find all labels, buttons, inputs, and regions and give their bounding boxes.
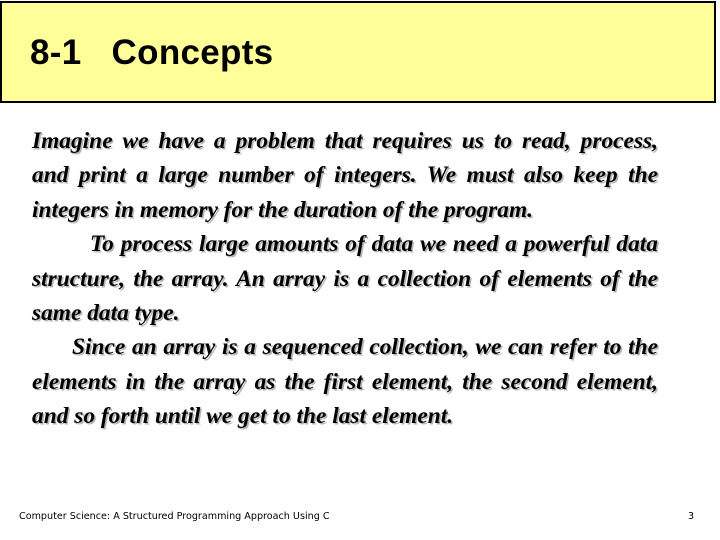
footer-book-title: Computer Science: A Structured Programming Approach Using C — [19, 511, 330, 522]
page-number: 3 — [688, 511, 695, 522]
paragraph-sequenced-collection: Since an array is a sequenced collection, we can refer to the elements in the array as the first element, the second element, and so forth until we get to the last element. — [32, 334, 658, 430]
slide-title: 8-1 Concepts — [30, 33, 274, 72]
paragraph-array-definition: To process large amounts of data we need a powerful data structure, the array. An array is a collection of elements of the same data type. — [32, 231, 658, 327]
slide-body — [32, 124, 658, 434]
paragraph-intro: Imagine we have a problem that requires us to read, process, and print a large number of integers. We must also keep the integers in memory for the duration of the program. — [32, 128, 658, 223]
title-banner — [0, 1, 716, 103]
